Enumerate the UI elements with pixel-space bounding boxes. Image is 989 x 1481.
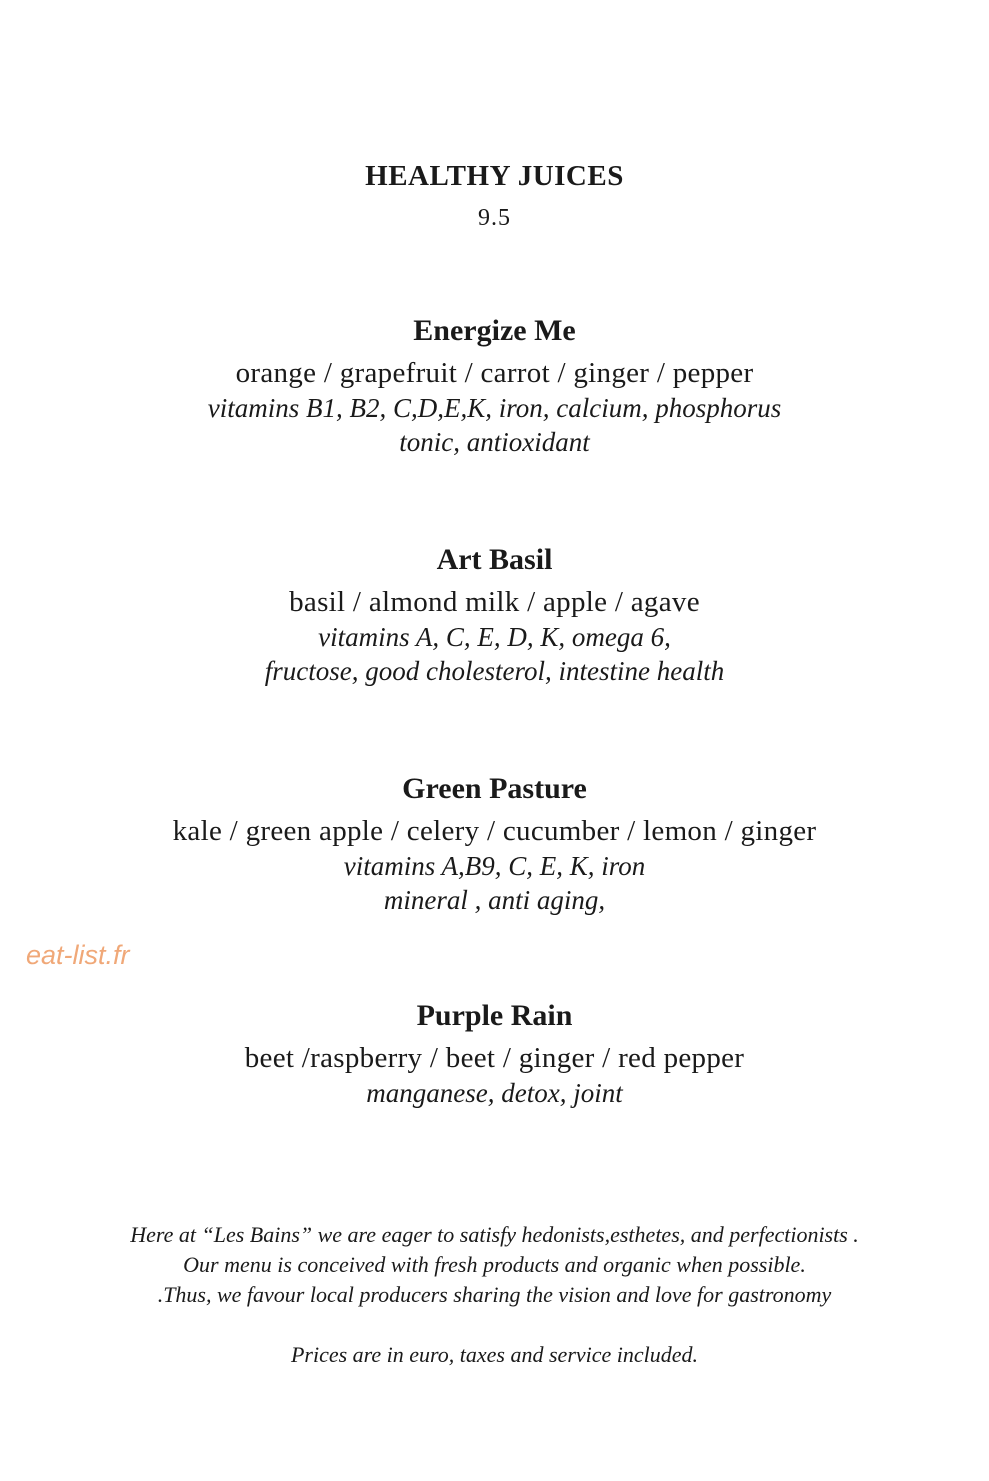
footer-line: Here at “Les Bains” we are eager to satisfy hedonists,esthetes, and perfectionists . [130, 1222, 859, 1247]
item-benefits-line: mineral , anti aging, [383, 885, 606, 915]
item-ingredients: kale / green apple / celery / cucumber / lemon / ginger [172, 815, 817, 847]
item-benefits-line: vitamins B1, B2, C,D,E,K, iron, calcium, phosphorus [207, 393, 782, 423]
item-name: Art Basil [436, 543, 553, 576]
section-price: 9.5 [478, 205, 511, 231]
item-benefits-line: fructose, good cholesterol, intestine health [264, 656, 725, 686]
prices-note: Prices are in euro, taxes and service included. [290, 1342, 699, 1367]
section-title: HEALTHY JUICES [365, 160, 624, 192]
item-benefits-line: vitamins A, C, E, D, K, omega 6, [318, 622, 671, 652]
menu-item-purple-rain [0, 998, 989, 1110]
footer-line: .Thus, we favour local producers sharing the vision and love for gastronomy [157, 1282, 832, 1307]
item-name: Purple Rain [416, 999, 573, 1032]
item-benefits-line: vitamins A,B9, C, E, K, iron [343, 851, 646, 881]
item-benefits-line: tonic, antioxidant [399, 427, 590, 457]
item-name: Green Pasture [402, 772, 587, 805]
menu-item-energize-me [0, 313, 989, 459]
item-ingredients: basil / almond milk / apple / agave [289, 586, 700, 618]
watermark: eat-list.fr [26, 940, 130, 970]
item-benefits-line: manganese, detox, joint [366, 1078, 623, 1108]
item-ingredients: orange / grapefruit / carrot / ginger / pepper [235, 357, 754, 389]
item-name: Energize Me [413, 314, 576, 347]
footer-statement [0, 1220, 989, 1310]
footer-line: Our menu is conceived with fresh products and organic when possible. [183, 1252, 806, 1277]
menu-item-green-pasture [0, 771, 989, 917]
menu-item-art-basil [0, 542, 989, 688]
item-ingredients: beet /raspberry / beet / ginger / red pepper [244, 1042, 745, 1074]
